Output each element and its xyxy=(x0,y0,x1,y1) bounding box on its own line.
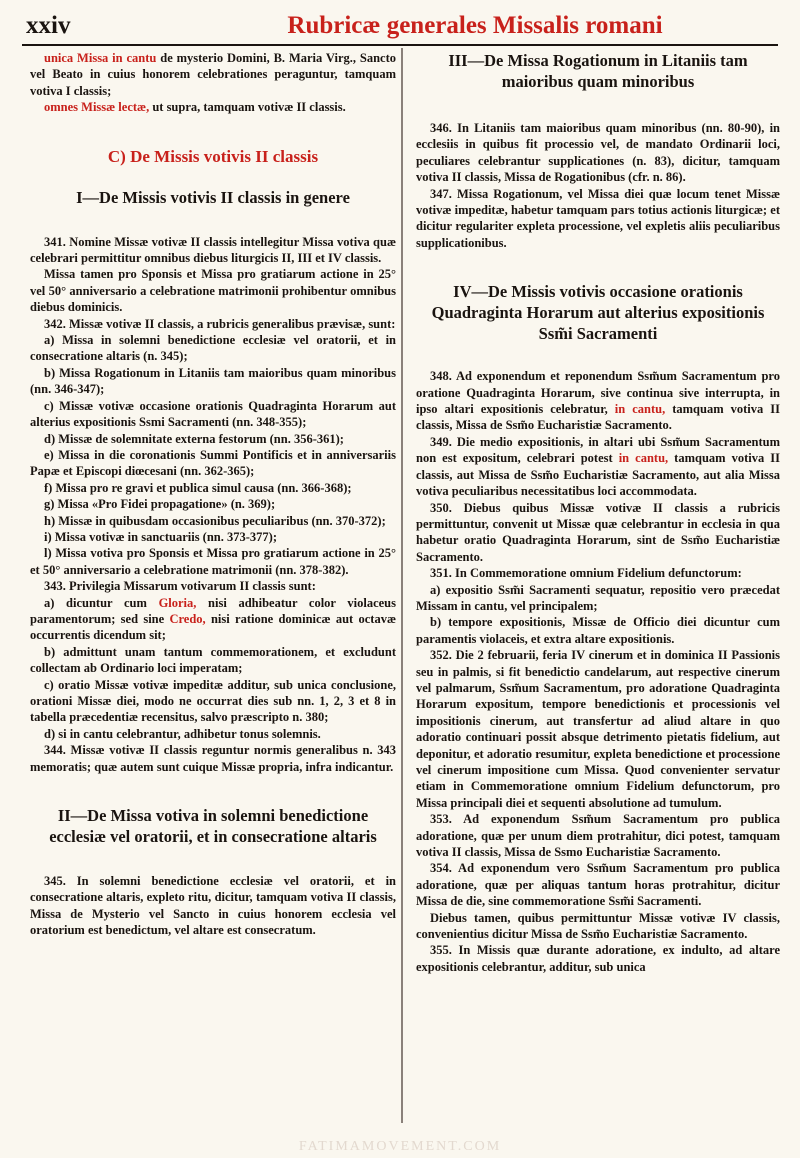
p349-in-cantu: in cantu, xyxy=(618,451,669,466)
para-342l: l) Missa votiva pro Sponsis et Missa pro gratiarum actione in 25° et 50° anniversario a celebratione matrimonii (nn. 378-382). xyxy=(30,546,396,577)
heading-i: I—De Missis votivis II classis in genere xyxy=(76,187,350,207)
para-346: 346. In Litaniis tam maioribus quam minoribus (nn. 80-90), in ecclesiis in quibus fit processio vel, de mandato Ordinarii loci, peculiares celebrantur supplicationes (n. 83), dicitur, tamquam votiva II classis, Missa de Rogationibus (cfr. n. 86). xyxy=(416,121,780,185)
intro-a-red: unica Missa in cantu xyxy=(44,51,157,65)
credo-red: Credo, xyxy=(169,611,206,626)
para-342f: f) Missa pro re gravi et publica simul causa (nn. 366-368); xyxy=(44,480,352,495)
para-342d: d) Missæ de solemnitate externa festorum (nn. 356-361); xyxy=(44,431,344,446)
para-341b: Missa tamen pro Sponsis et Missa pro gratiarum actione in 25° vel 50° anniversario a celebratione matrimonii prohibentur omnibus diebus dominicis. xyxy=(30,267,396,315)
p348-part1: 348. Ad exponendum et reponendum Ssm̃um Sacramentum pro oratione Quadraginta Horarum, sive continua sive interrupta, in ipso altari expositionis celebratur, xyxy=(416,369,780,417)
para-342c: c) Missæ votivæ occasione orationis Quadraginta Horarum aut alterius expositionis Ssmi Sacramenti (nn. 348-355); xyxy=(30,398,396,430)
para-344: 344. Missæ votivæ II classis reguntur normis generalibus n. 343 memoratis; quæ autem sunt cuique Missæ propria, infra indicantur. xyxy=(30,743,396,774)
para-342: 342. Missæ votivæ II classis, a rubricis generalibus prævisæ, sunt: xyxy=(44,316,396,331)
heading-iv: IV—De Missis votivis occasione orationis Quadraginta Horarum aut alterius expositionis Ssm̃i Sacramenti xyxy=(431,282,765,344)
p348-in-cantu: in cantu, xyxy=(614,402,666,417)
right-column xyxy=(416,50,780,975)
para-352: 352. Die 2 februarii, feria IV cinerum et in dominica II Passionis seu in palmis, si fit benedictio candelarum, aut respective cinerum vel palmarum, Ssm̃um Sacramentum, pro adoratione Quadraginta Horarum expositum, tempore benedictionis et processionis vel impositionis cinerum, aut transfertur ad aliud altare in quo adoratio continuari possit absque detrimento pietatis fidelium, aut deponitur, et adoratio resumitur, expleta benedictione et processione vel cinerum impositione cum Missa. Quod convenienter servatur etiam in Commemoratione omnium Fidelium defunctorum, pro Missa principali diei et sequenti absolutione ad tumulum. xyxy=(416,648,780,810)
para-343d: d) si in cantu celebrantur, adhibetur tonus solemnis. xyxy=(44,726,321,741)
para-343a xyxy=(30,595,396,644)
p348-part2: tamquam votiva II classis, Missa de Ssm̃o Eucharistiæ Sacramento. xyxy=(416,402,780,433)
para-351: 351. In Commemoratione omnium Fidelium defunctorum: xyxy=(430,566,742,581)
para-354b: Diebus tamen, quibus permittuntur Missæ votivæ IV classis, convenientius dicitur Missa de Ssm̃o Eucharistiæ Sacramento. xyxy=(416,910,780,942)
section-c-heading xyxy=(30,146,396,167)
para-341: 341. Nomine Missæ votivæ II classis intellegitur Missa votiva quæ celebrari permittitur omnibus diebus liturgicis II, III et IV classis. xyxy=(30,234,396,266)
para-343c: c) oratio Missæ votivæ impeditæ additur, sub unica conclusione, orationi Missæ diei, modo ne occurrat dies sub nn. 1, 2, 3 et 8 in tabella præcedentiæ recensitus, salvo præscripto n. 380; xyxy=(30,677,396,725)
para-342g: g) Missa «Pro Fidei propagatione» (n. 369); xyxy=(44,497,276,512)
running-title: Rubricæ generales Missalis romani xyxy=(287,12,663,39)
gloria-red: Gloria, xyxy=(158,595,197,610)
para-351a: a) expositio Ssm̃i Sacramenti sequatur, repositio vero præcedat Missam in cantu, vel principalem; xyxy=(416,582,780,613)
para-355: 355. In Missis quæ durante adoratione, ex indulto, ad altare expositionis celebrantur, additur, sub unica xyxy=(416,943,780,974)
heading-iii: III—De Missa Rogationum in Litaniis tam maioribus quam minoribus xyxy=(448,51,748,91)
p349-part1: 349. Die medio expositionis, in altari ubi Ssm̃um Sacramentum non est expositum, celebrari potest xyxy=(416,434,780,466)
para-343: 343. Privilegia Missarum votivarum II classis sunt: xyxy=(44,579,316,594)
intro-a xyxy=(30,50,396,99)
section-c-title: De Missis votivis II classis xyxy=(130,146,319,166)
para-349 xyxy=(416,434,780,500)
para-342h: h) Missæ in quibusdam occasionibus peculiaribus (nn. 370-372); xyxy=(44,513,386,528)
p343a-part2: nisi adhibeatur color violaceus paramentorum; sed sine xyxy=(30,595,396,626)
p343a-part1: a) dicuntur cum xyxy=(44,595,159,610)
para-342e: e) Missa in die coronationis Summi Pontificis et in anniversariis Papæ et Episcopi diœcesani (nn. 362-365); xyxy=(30,447,396,479)
para-348 xyxy=(416,368,780,434)
heading-ii: II—De Missa votiva in solemni benedictione ecclesiæ vel oratorii, et in consecratione altaris xyxy=(49,806,377,847)
intro-a-text: de mysterio Domini, B. Maria Virg., Sancto vel Beato in cuius honorem celebrationes peraguntur, tamquam votiva I classis; xyxy=(30,51,396,98)
para-354: 354. Ad exponendum vero Ssm̃um Sacramentum pro publica adoratione, quæ per aliquas tantum horas protrahitur, dicitur Missa de die, sine commemoratione Ssm̃i Sacramenti. xyxy=(416,861,780,909)
para-342b: b) Missa Rogationum in Litaniis tam maioribus quam minoribus (nn. 346-347); xyxy=(30,365,396,397)
p343a-part3: nisi ratione dominicæ aut octavæ occurrentis dicendum sit; xyxy=(30,611,396,643)
watermark: FATIMAMOVEMENT.COM xyxy=(298,1139,502,1154)
para-347: 347. Missa Rogationum, vel Missa diei quæ locum tenet Missæ votivæ impeditæ, habetur tamquam pars totius actionis liturgicæ; et dicitur regulariter expleta processione, vel expletis aliis peculiaribus supplicationibus. xyxy=(416,186,780,250)
para-353: 353. Ad exponendum Ssm̃um Sacramentum pro publica adoratione, quæ per unum diem protrahitur, dici potest, tamquam votiva II classis, Missa de Ssmo Eucharistiæ Sacramento. xyxy=(416,812,780,860)
column-divider xyxy=(401,48,403,1123)
left-column xyxy=(30,50,396,939)
para-343b: b) admittunt unam tantum commemorationem, et excludunt collectam ab Ordinario loci imperatam; xyxy=(30,644,396,676)
para-351b: b) tempore expositionis, Missæ de Officio diei dicuntur cum paramentis violaceis, et extra altare expositionis. xyxy=(416,615,780,646)
intro-b-text: ut supra, tamquam votivæ II classis. xyxy=(149,100,346,115)
page-header xyxy=(22,10,778,46)
section-c-letter: C) xyxy=(107,146,126,166)
intro-b xyxy=(30,99,396,115)
intro-b-red: omnes Missæ lectæ, xyxy=(44,100,150,115)
page-number: xxiv xyxy=(26,12,71,39)
para-342a: a) Missa in solemni benedictione ecclesiæ vel oratorii, et in consecratione altaris (n. 345); xyxy=(30,333,396,364)
para-350: 350. Diebus quibus Missæ votivæ II classis a rubricis permittuntur, convenit ut Missæ quæ celebrantur in ecclesia in qua habetur oratio Quadraginta Horarum, sint de Ssm̃o Eucharistiæ Sacramento. xyxy=(416,500,780,564)
para-345: 345. In solemni benedictione ecclesiæ vel oratorii, et in consecratione altaris, expleto ritu, dicitur, tamquam votiva II classis, Missa de Mysterio vel Sancto in cuius honorem ecclesia vel oratorium est benedictum, vel altare est consecratum. xyxy=(30,874,396,938)
para-342i: i) Missa votivæ in sanctuariis (nn. 373-377); xyxy=(44,529,277,544)
p349-part2: tamquam votiva II classis, aut Missa de Ssm̃o Eucharistiæ Sacramento, aut alia Missa votiva peculiaribus necessitatibus loci accommodata. xyxy=(416,451,781,499)
